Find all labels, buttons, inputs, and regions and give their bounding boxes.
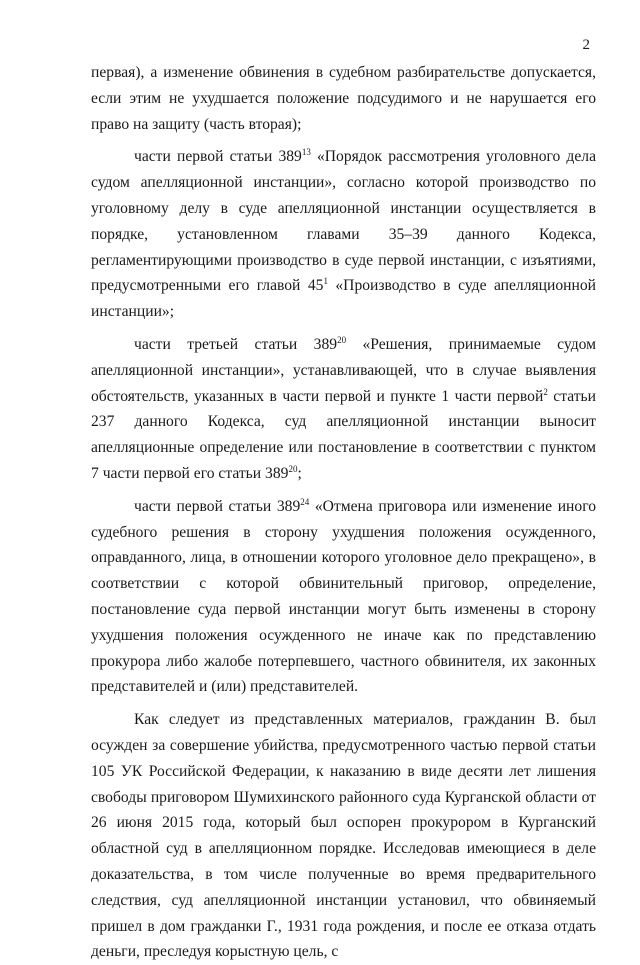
paragraph bbox=[91, 494, 596, 700]
superscript: 1 bbox=[323, 276, 328, 287]
superscript: 24 bbox=[300, 496, 310, 507]
text-segment: первая), а изменение обвинения в судебном разбирательстве допускается, если этим не ухудшается положение подсудимого и не нарушается его право на защиту (часть вторая); bbox=[91, 64, 596, 133]
paragraph bbox=[91, 332, 596, 487]
page-number: 2 bbox=[582, 37, 590, 53]
text-segment: части первой статьи 389 bbox=[134, 497, 301, 515]
text-segment: «Порядок рассмотрения уголовного дела судом апелляционной инстанции», согласно которой производство по уголовному делу в суде апелляционной инстанции осуществляется в порядке, установленном главами 35–39 данного Кодекса, регламентирующими производство в суде первой инстанции, с изъятиями, предусмотренными его главой 45 bbox=[91, 148, 596, 295]
text-segment: части третьей статьи 389 bbox=[134, 335, 338, 353]
text-segment: «Отмена приговора или изменение иного судебного решения в сторону ухудшения положения осужденного, оправданного, лица, в отношении которого уголовное дело прекращено», в соответствии с которой обвинительный приговор, определение, постановление суда первой инстанции могут быть изменены в сторону ухудшения положения осужденного не иначе как по представлению прокурора либо жалобе потерпевшего, частного обвинителя, их законных представителей и (или) представителей. bbox=[91, 497, 597, 696]
text-segment: «Решения, принимаемые судом апелляционной инстанции», устанавливающей, что в случае выявления обстоятельств, указанных в части первой и пункте 1 части первой bbox=[91, 335, 597, 405]
text-segment: ; bbox=[297, 464, 302, 482]
text-segment: «Производство в суде апелляционной инстанции»; bbox=[91, 277, 596, 321]
superscript: 20 bbox=[337, 334, 347, 345]
paragraph bbox=[91, 144, 596, 325]
document-body bbox=[91, 60, 596, 965]
superscript: 2 bbox=[543, 386, 548, 397]
text-segment: Как следует из представленных материалов, гражданин В. был осужден за совершение убийства, предусмотренного частью первой статьи 105 УК Российской Федерации, к наказанию в виде десяти лет лишения свободы приговором Шумихинского районного суда Курганской области от 26 июня 2015 года, который был оспорен прокурором в Курганский областной суд в апелляционном порядке. Исследовав имеющиеся в деле доказательства, в том числе полученные во время предварительного следствия, суд апелляционной инстанции установил, что обвиняемый пришел в дом гражданки Г., 1931 года рождения, и после ее отказа отдать деньги, преследуя корыстную цель, с bbox=[91, 711, 596, 961]
text-segment: статьи 237 данного Кодекса, суд апелляционной инстанции выносит апелляционные определение или постановление в соответствии с пунктом 7 части первой его статьи 389 bbox=[91, 387, 596, 482]
superscript: 13 bbox=[301, 147, 311, 158]
paragraph bbox=[91, 60, 596, 137]
paragraph bbox=[91, 707, 596, 965]
superscript: 20 bbox=[288, 463, 298, 474]
text-segment: части первой статьи 389 bbox=[134, 148, 302, 166]
